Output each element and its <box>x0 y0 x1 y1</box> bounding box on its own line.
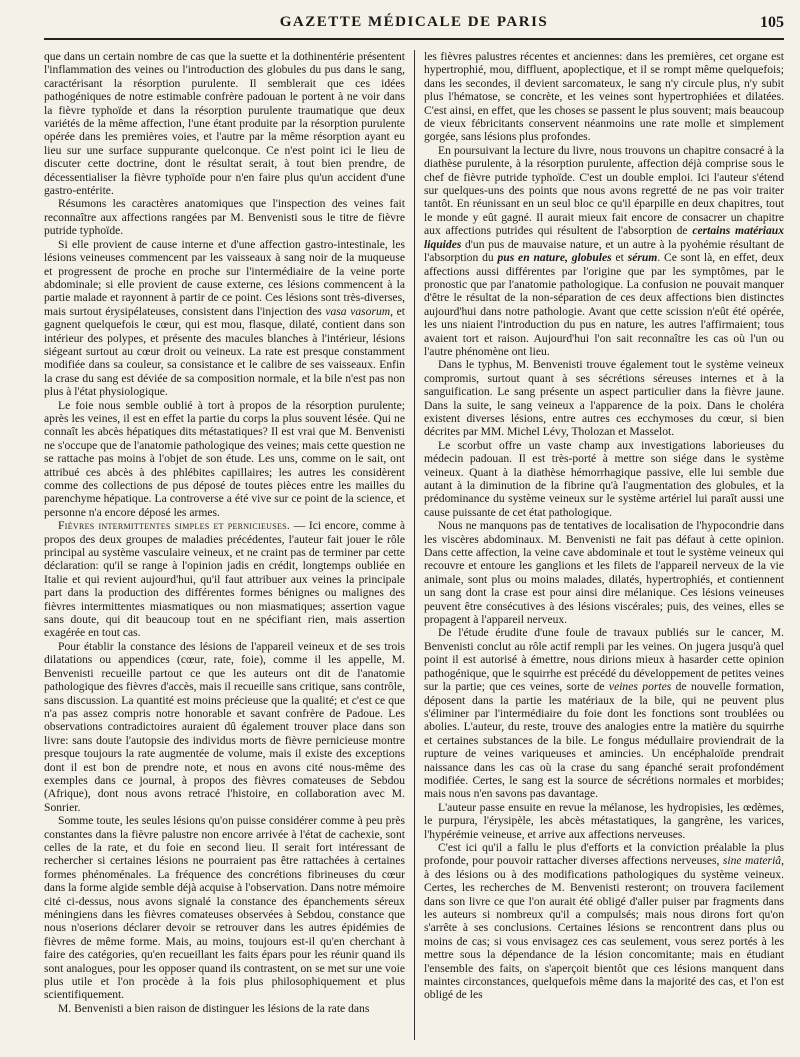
emphasis: vasa vasorum <box>325 304 391 318</box>
journal-title: GAZETTE MÉDICALE DE PARIS <box>279 14 549 30</box>
paragraph: C'est ici qu'il a fallu le plus d'efforts et la conviction préalable la plus profonde, pour pouvoir rattacher diverses affections nerveuses, sine materiâ, à des lésions ou à des modifications pathologiques du système veineux. Certes, les recherches de M. Benvenisti resteront; on trouvera facilement dans son livre ce que l'on aurait été obligé d'aller puiser par fragments dans les auteurs si nombreux qu'il a compulsés; mais nous dirons fort qu'on s'arrête à ses conclusions. Certaines lésions se rencontrent dans plus ou moins de cas; si vous envisagez ces cas seulement, vous serez portés à les mettre sous la dépendance de la lésion concomitante; mais en étudiant l'ensemble des faits, on s'aperçoit bientôt que ces lésions manquent dans maintes circonstances, quelquefois même dans la majorité des cas, et l'on est obligé de les <box>424 840 784 1002</box>
emphasis: veines portes <box>608 680 672 694</box>
paragraph: De l'étude érudite d'une foule de travaux publiés sur le cancer, M. Benvenisti conclut au rôle actif rempli par les veines. On jugera jusqu'à quel point il est autorisé à émettre, nous dirions mieux à hasarder cette opinion pathogénique, que le squirrhe est précédé du développement de petites veines sur la partie; que ces veines, sorte de veines portes de nouvelle formation, déposent dans la partie les matériaux de la bile, qui ne peuvent plus s'éliminer par l'intermédiaire du foie dont les fonctions sont troublées ou abolies. L'auteur, du reste, trouve des analogies entre la matière du squirrhe et certaines substances de la bile. Le fongus médullaire proviendrait de la rupture de veines variqueuses et amincies. Un encéphaloïde prendrait naissance dans les cas où la crase du sang épanché serait profondément modifiée. Certes, le sang est la source de sécrétions normales et morbides; mais nous n'en savons pas davantage. <box>424 626 784 801</box>
text-columns <box>44 50 784 1040</box>
running-header <box>44 14 784 40</box>
paragraph: les fièvres palustres récentes et anciennes: dans les premières, cet organe est hypertrophié, mou, diffluent, apoplectique, et il se rompt même quelquefois; dans les secondes, il devient sarcomateux, le sang n'y circule plus, n'y subit plus l'hématose, se concrète, et les veines sont hypertrophiées et dilatées. C'est ainsi, en effet, que les choses se passent le plus souvent; mais beaucoup de vieux fébricitants conservent néanmoins une rate molle et simplement gorgée, sans lésions plus profondes. <box>424 50 784 144</box>
emphasis: certains matériaux liquides <box>424 224 784 251</box>
paragraph: En poursuivant la lecture du livre, nous trouvons un chapitre consacré à la diathèse purulente, à la résorption purulente, affection déjà comprise sous le chef de fièvre putride typhoïde. C'est un double emploi. Ici l'auteur s'étend sur quelques-uns des points que nous avons regretté de ne pas voir traiter tantôt. En réunissant en un seul bloc ce qu'il éparpille en deux chapitres, tout le monde y eût gagné. Il aurait mieux fait encore de consacrer un chapitre aux affections putrides qui résultent de l'absorption de certains matériaux liquides d'un pus de mauvaise nature, et un autre à la pyohémie résultant de l'absorption du pus en nature, globules et sérum. Ce sont là, en effet, deux affections aussi différentes par l'origine que par les symptômes, par le pronostic que par l'anatomie pathologique. La confusion ne pouvait manquer d'être le résultat de la non-séparation de ces deux affections bien distinctes aujourd'hui dans notre pathologie. Avant que cette scission n'eût été opérée, les uns niaient l'introduction du pus en nature, les autres l'affirmaient; tous avaient tort et raison. Aujourd'hui l'on sait reconnaître les cas où l'un ou l'autre phénomène ont lieu. <box>424 143 784 358</box>
section-heading: Fièvres intermittentes simples et pernicieuses. <box>58 519 291 533</box>
emphasis: sine materiâ <box>722 854 782 868</box>
paragraph: Pour établir la constance des lésions de l'appareil veineux et de ses trois dilatations ou appendices (cœur, rate, foie), comme il les appelle, M. Benvenisti recueille partout ce que les auteurs ont dit de l'anatomie pathologique des fièvres d'accès, mais il recueille sans critique, sans contrôle, sans discussion. La quantité est moins précieuse que la qualité; et c'est ce que n'a pas assez compris notre honorable et savant confrère de Padoue. Les observations contradictoires auraient dû également trouver place dans son livre: sans doute l'autopsie des individus morts de fièvre pernicieuse montre presque toujours la rate augmentée de volume, mais il existe des exceptions dont il est bon de prendre note, et nous en avons cité nous-même des exemples dans ce journal, à propos des fièvres comateuses de Sebdou (Afrique), dont nous avons retracé l'histoire, en collaboration avec M. Sonrier. <box>44 639 405 814</box>
paragraph: Somme toute, les seules lésions qu'on puisse considérer comme à peu près constantes dans la fièvre palustre non encore arrivée à l'état de cachexie, sont celles de la rate, et du foie en second lieu. Il serait fort intéressant de rechercher si certaines lésions ne pourraient pas être rattachées à certaines formes phénoménales. La fréquence des concrétions fibrineuses du cœur dans la forme algide semble déjà acquise à l'observation. Dans notre mémoire cité ci-dessus, nous avons signalé la constance des épanchements séreux méningiens dans les fièvres comateuses observées à Sebdou, constance que nous n'oserions déclarer devoir se retrouver dans les autres épidémies de fièvres de même forme. Mais, au moins, toujours est-il qu'en cherchant à faire des catégories, qu'en recueillant les faits épars pour les réunir quand ils sont analogues, pour les opposer quand ils contrastent, on se met sur une voie plus utile et l'on procède à la fois plus philosophiquement et plus scientifiquement. <box>44 814 405 1002</box>
paragraph: que dans un certain nombre de cas que la suette et la dothinentérie présentent l'inflammation des veines ou l'introduction des globules du pus dans le sang, caractérisant la résorption purulente. Il semblerait que ces idées pathogéniques de notre estimable confrère padouan le portent à ne voir dans la fièvre typhoïde et dans la résorption purulente traumatique que deux variétés de la même affection, l'une étant produite par la résorption purulente opérée dans les premières voies, et l'autre par la même résorption ayant eu lieu sur une surface suppurante quelconque. Ce n'est point ici le lieu de discuter cette doctrine, dont le résultat serait, à tout bien prendre, de décessentialiser la fièvre typhoïde pour n'en faire plus qu'un accident d'une gastro-entérite. <box>44 50 405 198</box>
paragraph: M. Benvenisti a bien raison de distinguer les lésions de la rate dans <box>58 1001 370 1015</box>
paragraph: Fièvres intermittentes simples et pernicieuses. — Ici encore, comme à propos des deux groupes de maladies précédentes, l'auteur fait jouer le rôle principal au système vasculaire veineux, et ne craint pas de terminer par cette déclaration: qu'il se range à l'opinion jadis en crédit, longtemps oubliée en Italie et qui revient aujourd'hui, qu'il faut attribuer aux veines la principale part dans la production des différentes formes bénignes ou malignes des fièvres intermittentes miasmatiques ou non miasmatiques; assertion vague sans doute, qui dit beaucoup tout en ne spécifiant rien, mais assertion exagérée en tout cas. <box>44 519 406 640</box>
emphasis: pus en nature, globules <box>497 251 612 265</box>
paragraph: Résumons les caractères anatomiques que l'inspection des veines fait reconnaître aux affections rangées par M. Benvenisti sous le titre de fièvre putride typhoïde. <box>44 197 405 238</box>
paragraph: Dans le typhus, M. Benvenisti trouve également tout le système veineux compromis, surtout quant à ses sécrétions séreuses internes et à la sanguification. Le sang présente un aspect particulier dans la fièvre jaune. Dans la suite, le sang veineux a l'apparence de la poix. Dans le choléra existent diverses lésions, entre autres ces ecchymoses du cœur, si bien décrites par MM. Michel Lévy, Tholozan et Masselot. <box>424 358 784 439</box>
emphasis: sérum <box>627 251 658 265</box>
right-column <box>414 50 784 1040</box>
paragraph: L'auteur passe ensuite en revue la mélanose, les hydropisies, les œdèmes, le purpura, l'érysipèle, les abcès métastatiques, la gangrène, les varices, l'hypérémie veineuse, et arrive aux affections nerveuses. <box>424 800 784 841</box>
paragraph: Le foie nous semble oublié à tort à propos de la résorption purulente; après les veines, il est en effet la partie du corps la plus souvent lésée. Qui ne connaît les abcès hépatiques dits métastatiques? Il est vrai que M. Benvenisti ne s'occupe que de l'anatomie pathologique des veines; mais cette question ne se rattache pas moins à l'objet de son étude. Les uns, comme on le sait, ont attribué ces abcès à des phlébites capillaires; les autres les considèrent comme des collections de pus déposé de toutes pièces entre les mailles du parenchyme hépatique. La controverse a été vive sur ce point de la science, et personne n'a encore déposé les armes. <box>44 398 405 519</box>
paragraph: Si elle provient de cause interne et d'une affection gastro-intestinale, les lésions veineuses commencent par les vaisseaux à sang noir de la muqueuse et progressent de proche en proche sur l'intermédiaire de la veine porte abdominale; si elle provient de cause externe, ces lésions commencent à la partie malade et rayonnent à partir de ce point. Ces lésions sont très-diverses, mais surtout érysipélateuses, consistent dans l'injection des vasa vasorum, et gagnent quelquefois le cœur, qui est mou, flasque, dilaté, contient dans son intérieur des polypes, et présente des macules blanches à l'intérieur, lésions siégeant surtout au cœur droit ou veineux. La rate est presque constamment modifiée dans sa couleur, sa consistance et le calibre de ses vaisseaux. Enfin la crase du sang est déviée de sa composition normale, et la bile n'est pas non plus à l'état physiologique. <box>44 237 406 399</box>
paragraph: Le scorbut offre un vaste champ aux investigations laborieuses du médecin padouan. Il est très-porté à mettre son siége dans le système veineux. Quant à la diathèse hémorrhagique passive, elle lui semble due autant à la diminution de la fibrine qu'à l'augmentation des globules, et la prédominance du système veineux sur le système artériel lui paraît aussi une cause puissante de cet état pathologique. <box>424 438 784 519</box>
paragraph: Nous ne manquons pas de tentatives de localisation de l'hypocondrie dans les viscères abdominaux. M. Benvenisti ne fait pas défaut à cette opinion. Dans cette affection, la veine cave abdominale et tout le système veineux qui recouvre et entoure les ganglions et les filets de l'appareil nerveux de la vie animale, sont plus ou moins malades, dilatés, hypertrophiés, et contiennent un sang dont la crase est pour ainsi dire mélanique. Ces lésions veineuses peuvent être consécutives à des lésions viscérales; puis, des veines, elles se propagent à l'appareil nerveux. <box>424 519 784 627</box>
left-column <box>44 50 414 1040</box>
page-number: 105 <box>760 14 784 31</box>
